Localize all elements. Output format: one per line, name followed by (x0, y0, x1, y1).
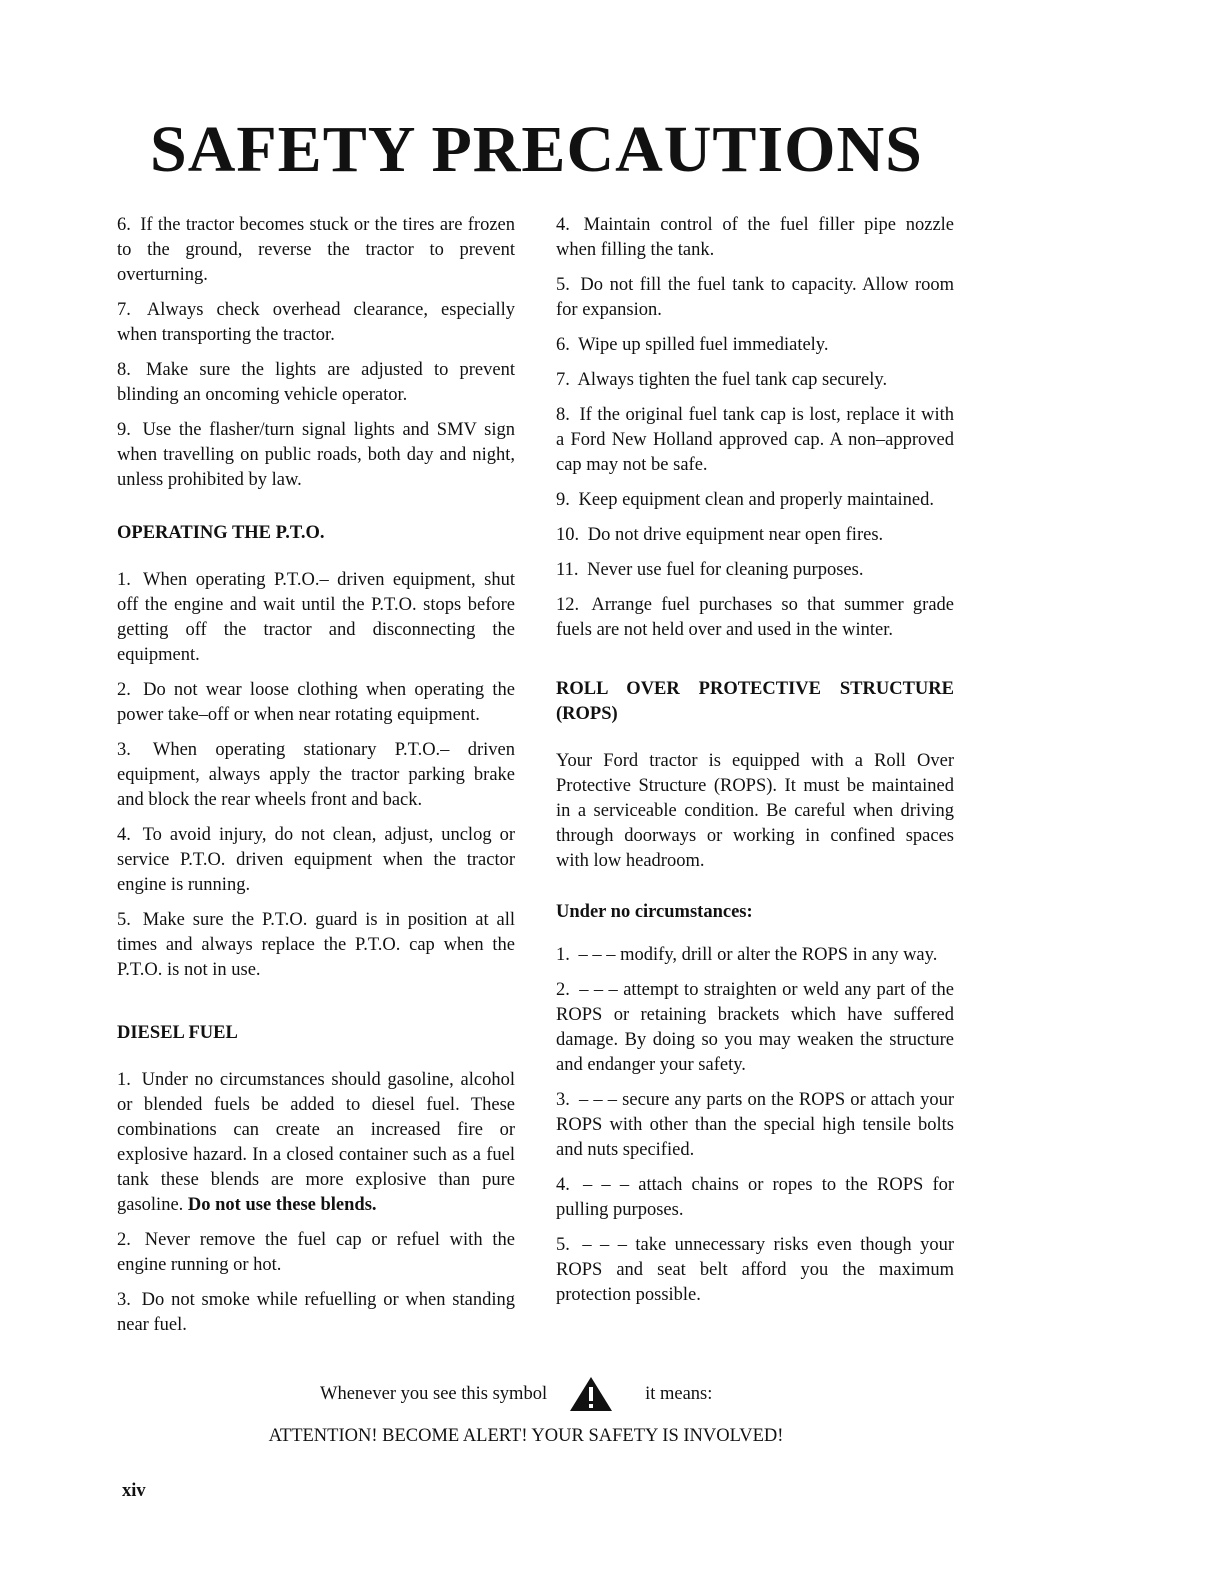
list-item: 3. Do not smoke while refuelling or when standing near fuel. (117, 1290, 515, 1335)
page-title: SAFETY PRECAUTIONS (150, 113, 923, 186)
list-item: 1. When operating P.T.O.– driven equipment, shut off the engine and wait until the P.T.O. stops before getting off the tractor and disconnecting the equipment. (117, 570, 515, 665)
list-item: 7. Always check overhead clearance, especially when transporting the tractor. (117, 300, 516, 345)
list-item: 5. Make sure the P.T.O. guard is in position at all times and always replace the P.T.O. cap when the P.T.O. is not in use. (117, 910, 515, 980)
symbol-text-after: it means: (645, 1383, 713, 1404)
rops-subheading: Under no circumstances: (556, 902, 753, 922)
left-column (117, 213, 515, 1348)
list-item: 4. – – – attach chains or ropes to the ROPS for pulling purposes. (556, 1175, 955, 1220)
section-heading-diesel: DIESEL FUEL (117, 1023, 238, 1043)
warning-triangle-icon (569, 1376, 613, 1412)
right-column (556, 213, 954, 1318)
list-item: 2. Never remove the fuel cap or refuel with the engine running or hot. (117, 1230, 515, 1275)
list-item: 4. To avoid injury, do not clean, adjust, unclog or service P.T.O. driven equipment when the tractor engine is running. (117, 825, 515, 895)
list-item: 9. Keep equipment clean and properly maintained. (556, 490, 934, 510)
list-item: 3. – – – secure any parts on the ROPS or attach your ROPS with other than the special high tensile bolts and nuts specified. (556, 1090, 955, 1160)
list-item: 8. If the original fuel tank cap is lost, replace it with a Ford New Holland approved cap. A non–approved cap may not be safe. (556, 405, 954, 475)
list-item: 3. When operating stationary P.T.O.– driven equipment, always apply the tractor parking brake and block the rear wheels front and back. (117, 740, 515, 810)
list-item: 11. Never use fuel for cleaning purposes. (556, 560, 864, 580)
list-item: 8. Make sure the lights are adjusted to prevent blinding an oncoming vehicle operator. (117, 360, 515, 405)
list-item: 10. Do not drive equipment near open fires. (556, 525, 884, 545)
list-item: 9. Use the flasher/turn signal lights and SMV sign when travelling on public roads, both day and night, unless prohibited by law. (117, 420, 515, 490)
list-item: 5. – – – take unnecessary risks even though your ROPS and seat belt afford you the maximum protection possible. (556, 1235, 955, 1305)
list-item: 5. Do not fill the fuel tank to capacity. Allow room for expansion. (556, 275, 955, 320)
list-item: 6. Wipe up spilled fuel immediately. (556, 335, 829, 355)
list-item: 4. Maintain control of the fuel filler pipe nozzle when filling the tank. (556, 215, 955, 260)
symbol-text-before: Whenever you see this symbol (320, 1383, 548, 1404)
list-item: 1. – – – modify, drill or alter the ROPS in any way. (556, 945, 938, 965)
list-item: 2. – – – attempt to straighten or weld any part of the ROPS or retaining brackets which have suffered damage. By doing so you may weaken the structure and endanger your safety. (556, 980, 954, 1075)
section-heading-rops: ROLL OVER PROTECTIVE STRUCTURE (ROPS) (556, 679, 954, 724)
attention-line: ATTENTION! BECOME ALERT! YOUR SAFETY IS INVOLVED! (268, 1426, 784, 1446)
rops-intro: Your Ford tractor is equipped with a Roll Over Protective Structure (ROPS). It must be maintained in a serviceable condition. Be careful when driving through doorways or working in confined spaces with low headroom. (556, 751, 954, 871)
list-item: 2. Do not wear loose clothing when operating the power take–off or when near rotating equipment. (117, 680, 515, 725)
list-item: 12. Arrange fuel purchases so that summer grade fuels are not held over and used in the winter. (556, 595, 955, 640)
page-number: xiv (122, 1481, 146, 1501)
list-item: 6. If the tractor becomes stuck or the tires are frozen to the ground, reverse the tractor to prevent overturning. (117, 215, 516, 285)
list-item: 7. Always tighten the fuel tank cap securely. (556, 370, 888, 390)
section-heading-pto: OPERATING THE P.T.O. (117, 523, 325, 543)
list-item: 1. Under no circumstances should gasoline, alcohol or blended fuels be added to diesel fuel. These combinations can create an increased fire or explosive hazard. In a closed container such as a fuel tank these blends are more explosive than pure gasoline. Do not use these blends. (117, 1070, 516, 1215)
symbol-line (320, 1376, 712, 1412)
